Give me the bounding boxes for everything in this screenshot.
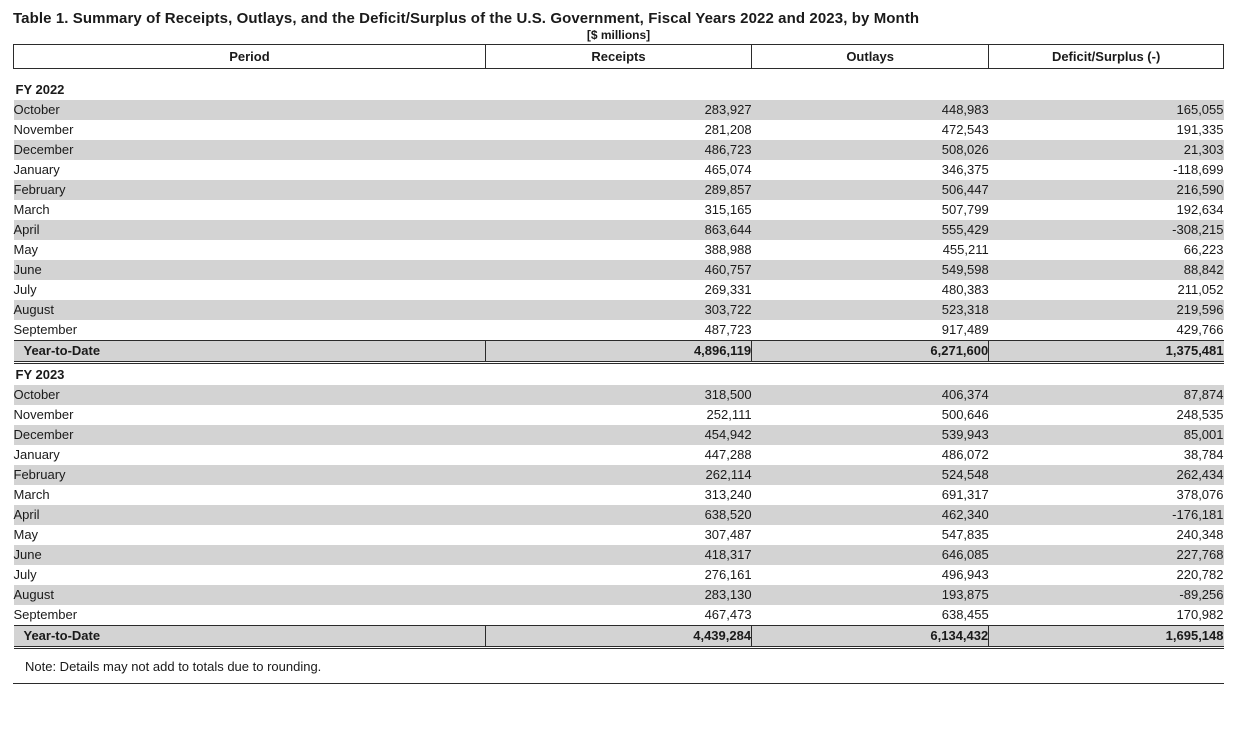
- value-cell: 269,331: [485, 280, 751, 300]
- value-cell: 547,835: [752, 525, 989, 545]
- table-row: [14, 320, 1224, 341]
- value-cell: 283,927: [485, 100, 751, 120]
- value-cell: 346,375: [752, 160, 989, 180]
- period-cell: April: [14, 505, 486, 525]
- period-cell: June: [14, 545, 486, 565]
- value-cell: 87,874: [989, 385, 1224, 405]
- period-cell: January: [14, 445, 486, 465]
- year-to-date-value: 6,271,600: [752, 340, 989, 362]
- value-cell: 192,634: [989, 200, 1224, 220]
- period-cell: September: [14, 320, 486, 341]
- period-cell: February: [14, 180, 486, 200]
- value-cell: 460,757: [485, 260, 751, 280]
- value-cell: 227,768: [989, 545, 1224, 565]
- table-row: [14, 100, 1224, 120]
- table-row: [14, 425, 1224, 445]
- table-body: [14, 69, 1224, 648]
- value-cell: 638,455: [752, 605, 989, 626]
- value-cell: 388,988: [485, 240, 751, 260]
- spacer: [14, 69, 1224, 79]
- period-cell: January: [14, 160, 486, 180]
- value-cell: 638,520: [485, 505, 751, 525]
- value-cell: 507,799: [752, 200, 989, 220]
- table-row: [14, 220, 1224, 240]
- table-header: [14, 45, 1224, 69]
- value-cell: -176,181: [989, 505, 1224, 525]
- value-cell: 506,447: [752, 180, 989, 200]
- value-cell: 262,114: [485, 465, 751, 485]
- value-cell: 220,782: [989, 565, 1224, 585]
- value-cell: 193,875: [752, 585, 989, 605]
- table-row: [14, 385, 1224, 405]
- value-cell: 406,374: [752, 385, 989, 405]
- value-cell: 486,723: [485, 140, 751, 160]
- value-cell: 85,001: [989, 425, 1224, 445]
- value-cell: 318,500: [485, 385, 751, 405]
- value-cell: 252,111: [485, 405, 751, 425]
- year-to-date-value: 4,896,119: [485, 340, 751, 362]
- value-cell: 88,842: [989, 260, 1224, 280]
- value-cell: 262,434: [989, 465, 1224, 485]
- value-cell: 219,596: [989, 300, 1224, 320]
- header-row: [14, 45, 1224, 69]
- period-cell: November: [14, 405, 486, 425]
- value-cell: 486,072: [752, 445, 989, 465]
- value-cell: 467,473: [485, 605, 751, 626]
- period-cell: March: [14, 485, 486, 505]
- table-title: Table 1. Summary of Receipts, Outlays, and the Deficit/Surplus of the U.S. Government, Fiscal Years 2022 and 2023, by Month: [13, 10, 920, 27]
- period-cell: April: [14, 220, 486, 240]
- year-to-date-label: Year-to-Date: [14, 625, 486, 647]
- bottom-rule: [13, 683, 1224, 684]
- value-cell: 240,348: [989, 525, 1224, 545]
- value-cell: 549,598: [752, 260, 989, 280]
- table-row: [14, 180, 1224, 200]
- table-row: [14, 525, 1224, 545]
- spacer-row: [14, 69, 1224, 79]
- period-cell: September: [14, 605, 486, 626]
- column-header-receipts: Receipts: [485, 45, 751, 69]
- table-row: [14, 465, 1224, 485]
- period-cell: July: [14, 280, 486, 300]
- value-cell: 216,590: [989, 180, 1224, 200]
- table-row: [14, 260, 1224, 280]
- value-cell: 462,340: [752, 505, 989, 525]
- period-cell: December: [14, 140, 486, 160]
- section-header-label: FY 2023: [14, 362, 1224, 385]
- value-cell: 455,211: [752, 240, 989, 260]
- table-row: [14, 445, 1224, 465]
- value-cell: 191,335: [989, 120, 1224, 140]
- value-cell: 539,943: [752, 425, 989, 445]
- value-cell: 170,982: [989, 605, 1224, 626]
- value-cell: 21,303: [989, 140, 1224, 160]
- period-cell: August: [14, 300, 486, 320]
- table-row: [14, 585, 1224, 605]
- table-row: [14, 200, 1224, 220]
- section-header-row: [14, 79, 1224, 100]
- year-to-date-label: Year-to-Date: [14, 340, 486, 362]
- value-cell: 303,722: [485, 300, 751, 320]
- value-cell: 211,052: [989, 280, 1224, 300]
- value-cell: 289,857: [485, 180, 751, 200]
- value-cell: -118,699: [989, 160, 1224, 180]
- year-to-date-row: [14, 625, 1224, 647]
- value-cell: 378,076: [989, 485, 1224, 505]
- value-cell: 508,026: [752, 140, 989, 160]
- year-to-date-value: 1,375,481: [989, 340, 1224, 362]
- table-row: [14, 120, 1224, 140]
- value-cell: 480,383: [752, 280, 989, 300]
- value-cell: 691,317: [752, 485, 989, 505]
- value-cell: 523,318: [752, 300, 989, 320]
- year-to-date-value: 6,134,432: [752, 625, 989, 647]
- value-cell: 500,646: [752, 405, 989, 425]
- period-cell: February: [14, 465, 486, 485]
- section-header-row: [14, 362, 1224, 385]
- value-cell: 447,288: [485, 445, 751, 465]
- value-cell: 66,223: [989, 240, 1224, 260]
- table-row: [14, 160, 1224, 180]
- period-cell: May: [14, 240, 486, 260]
- table-row: [14, 140, 1224, 160]
- value-cell: 248,535: [989, 405, 1224, 425]
- period-cell: October: [14, 385, 486, 405]
- value-cell: 496,943: [752, 565, 989, 585]
- table-row: [14, 505, 1224, 525]
- table-row: [14, 605, 1224, 626]
- value-cell: 38,784: [989, 445, 1224, 465]
- value-cell: 307,487: [485, 525, 751, 545]
- value-cell: 313,240: [485, 485, 751, 505]
- period-cell: August: [14, 585, 486, 605]
- value-cell: 524,548: [752, 465, 989, 485]
- period-cell: July: [14, 565, 486, 585]
- value-cell: 646,085: [752, 545, 989, 565]
- value-cell: 917,489: [752, 320, 989, 341]
- value-cell: -89,256: [989, 585, 1224, 605]
- value-cell: 315,165: [485, 200, 751, 220]
- value-cell: -308,215: [989, 220, 1224, 240]
- value-cell: 283,130: [485, 585, 751, 605]
- value-cell: 281,208: [485, 120, 751, 140]
- table-row: [14, 240, 1224, 260]
- value-cell: 276,161: [485, 565, 751, 585]
- value-cell: 472,543: [752, 120, 989, 140]
- column-header-period: Period: [14, 45, 486, 69]
- table-subtitle: [$ millions]: [586, 28, 651, 42]
- value-cell: 487,723: [485, 320, 751, 341]
- summary-table: [13, 44, 1224, 649]
- column-header-outlays: Outlays: [752, 45, 989, 69]
- value-cell: 165,055: [989, 100, 1224, 120]
- value-cell: 555,429: [752, 220, 989, 240]
- period-cell: October: [14, 100, 486, 120]
- table-row: [14, 300, 1224, 320]
- year-to-date-value: 4,439,284: [485, 625, 751, 647]
- year-to-date-row: [14, 340, 1224, 362]
- period-cell: March: [14, 200, 486, 220]
- table-row: [14, 280, 1224, 300]
- table-row: [14, 485, 1224, 505]
- period-cell: May: [14, 525, 486, 545]
- section-header-label: FY 2022: [14, 79, 1224, 100]
- table-row: [14, 545, 1224, 565]
- value-cell: 454,942: [485, 425, 751, 445]
- column-header-deficit-surplus: Deficit/Surplus (-): [989, 45, 1224, 69]
- value-cell: 429,766: [989, 320, 1224, 341]
- value-cell: 448,983: [752, 100, 989, 120]
- value-cell: 465,074: [485, 160, 751, 180]
- table-row: [14, 565, 1224, 585]
- period-cell: November: [14, 120, 486, 140]
- table-row: [14, 405, 1224, 425]
- period-cell: December: [14, 425, 486, 445]
- period-cell: June: [14, 260, 486, 280]
- value-cell: 863,644: [485, 220, 751, 240]
- year-to-date-value: 1,695,148: [989, 625, 1224, 647]
- table-note: Note: Details may not add to totals due to rounding.: [25, 658, 322, 674]
- value-cell: 418,317: [485, 545, 751, 565]
